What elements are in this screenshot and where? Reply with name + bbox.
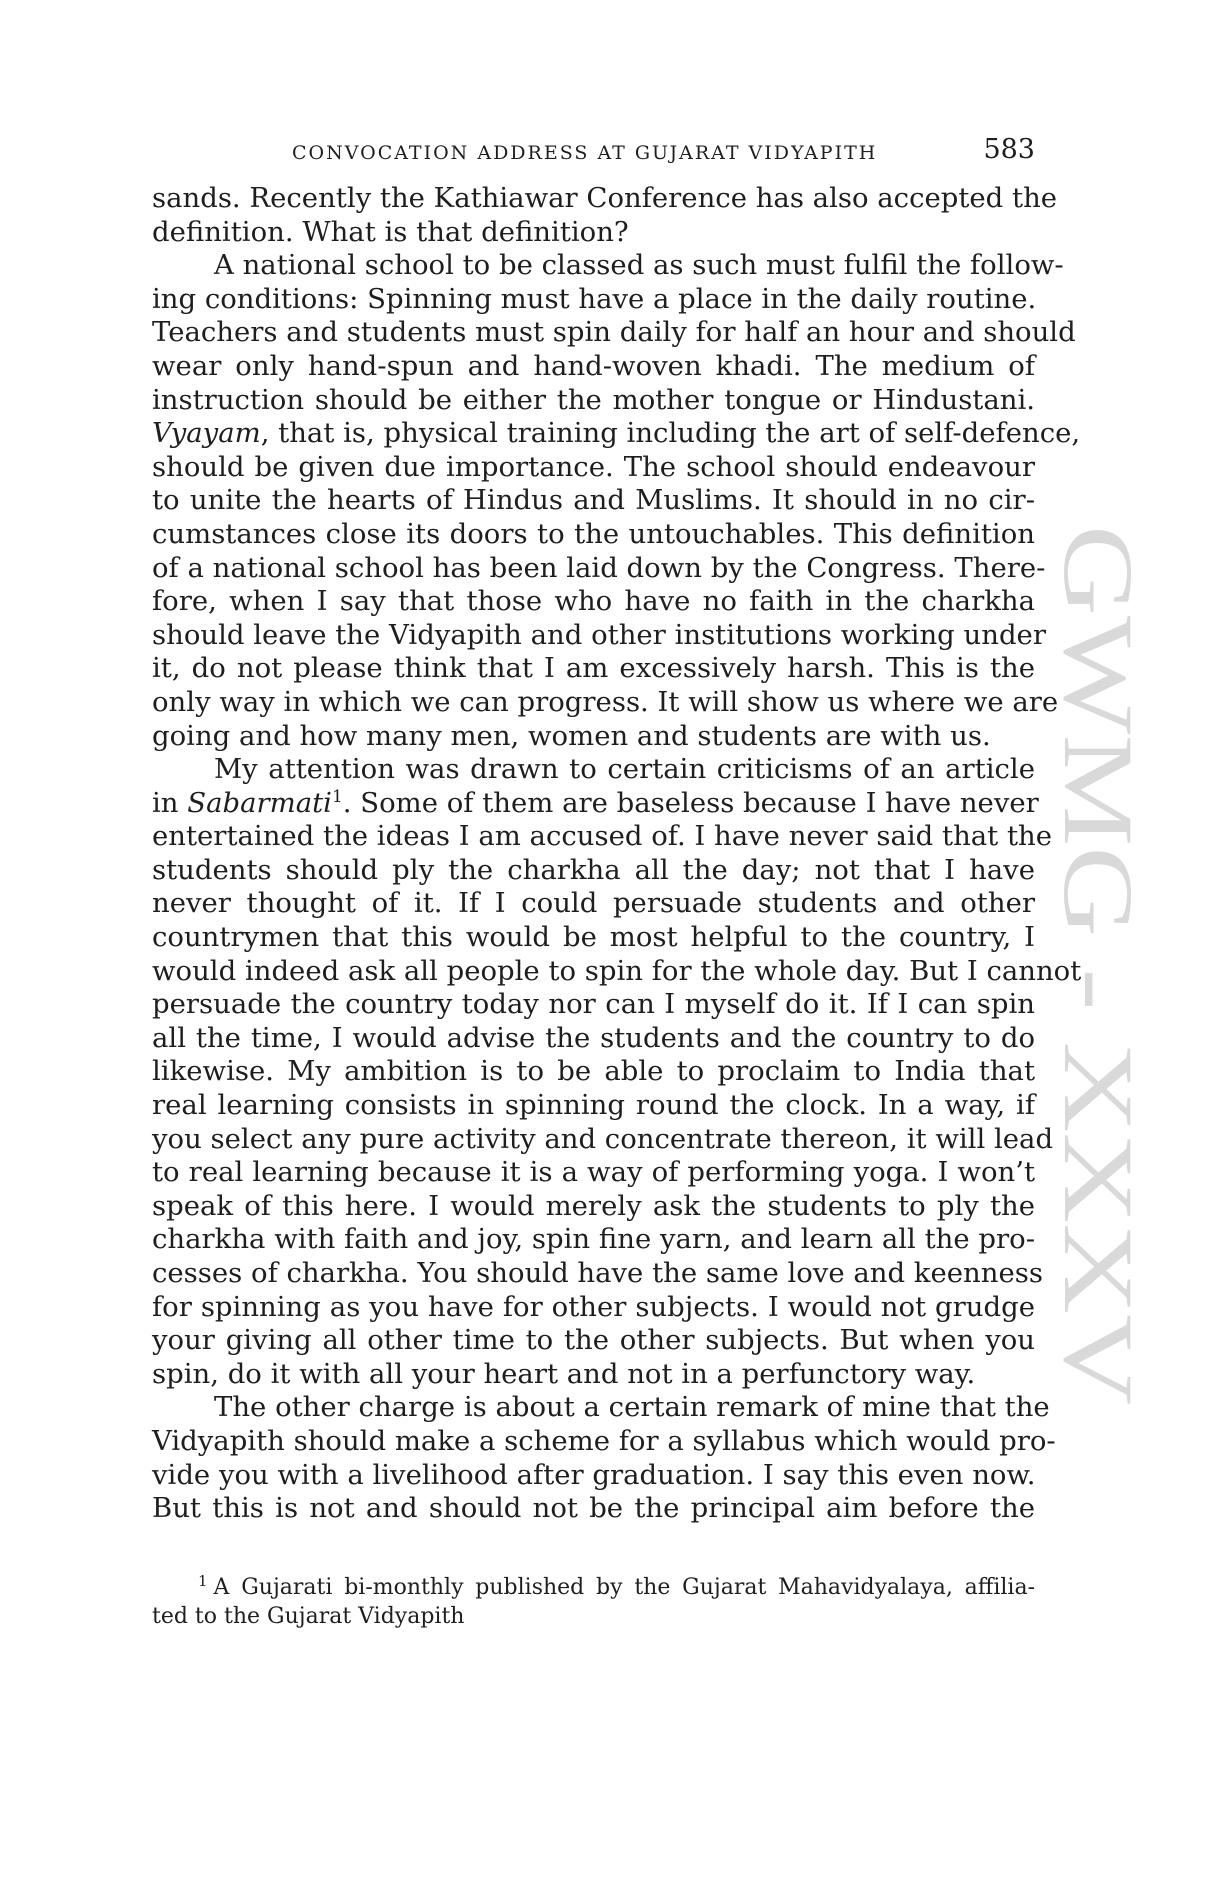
text-line: Vidyapith should make a scheme for a syllabus which would pro-	[152, 1424, 1056, 1457]
text-line: entertained the ideas I am accused of. I have never said that the	[152, 820, 1053, 853]
text-line: vide you with a livelihood after graduation. I say this even now.	[152, 1458, 1036, 1491]
text-line: Teachers and students must spin daily for half an hour and should	[152, 316, 1076, 349]
text-line: speak of this here. I would merely ask the students to ply the	[152, 1189, 1035, 1222]
text-line: it, do not please think that I am excessively harsh. This is the	[152, 652, 1035, 685]
text-line: real learning consists in spinning round the clock. In a way, if	[152, 1089, 1035, 1122]
paragraph	[152, 182, 1058, 249]
text-line	[152, 786, 1039, 821]
running-head	[152, 134, 1035, 168]
text-run: in	[152, 786, 188, 819]
text-line: should be given due importance. The school should endeavour	[152, 450, 1035, 483]
footnote-reference: 1	[331, 786, 343, 807]
text-line: spin, do it with all your heart and not in a perfunctory way.	[152, 1357, 976, 1390]
text-line: going and how many men, women and students are with us.	[152, 719, 991, 752]
text-line: instruction should be either the mother tongue or Hindustani.	[152, 383, 1035, 416]
body-text	[152, 182, 1082, 1526]
text-line: charkha with faith and joy, spin fine yarn, and learn all the pro-	[152, 1223, 1035, 1256]
footnote-text: ted to the Gujarat Vidyapith	[152, 1604, 465, 1629]
text-line: all the time, I would advise the students and the country to do	[152, 1021, 1035, 1054]
footnote-mark: 1	[198, 1571, 208, 1590]
text-line: for spinning as you have for other subjects. I would not grudge	[152, 1290, 1035, 1323]
text-line: would indeed ask all people to spin for the whole day. But I cannot	[152, 954, 1082, 987]
text-line: only way in which we can progress. It will show us where we are	[152, 685, 1059, 718]
page-number: 583	[983, 134, 1035, 165]
paragraph	[152, 249, 1081, 753]
text-line: My attention was drawn to certain criticisms of an article	[214, 753, 1035, 786]
text-line: you select any pure activity and concentrate thereon, it will lead	[152, 1122, 1054, 1155]
text-line: students should ply the charkha all the day; not that I have	[152, 853, 1035, 886]
text-line: never thought of it. If I could persuade students and other	[152, 887, 1035, 920]
text-line: cesses of charkha. You should have the same love and keenness	[152, 1257, 1043, 1289]
watermark-text: GWMG - XXXV	[1043, 525, 1154, 1225]
paragraph	[152, 753, 1082, 1391]
text-line: to real learning because it is a way of performing yoga. I won’t	[152, 1156, 1035, 1189]
text-line: The other charge is about a certain remark of mine that the	[214, 1391, 1050, 1424]
footnote-text: A Gujarati bi-monthly published by the Gujarat Mahavidyalaya, affilia-	[213, 1575, 1035, 1600]
text-line: your giving all other time to the other subjects. But when you	[152, 1324, 1035, 1357]
text-line: to unite the hearts of Hindus and Muslims. It should in no cir-	[152, 484, 1035, 517]
footnote-line	[152, 1602, 1035, 1631]
text-line: persuade the country today nor can I myself do it. If I can spin	[152, 988, 1035, 1021]
text-run: . Some of them are baseless because I have never	[342, 786, 1039, 819]
text-line: should leave the Vidyapith and other institutions working under	[152, 618, 1046, 651]
running-title: CONVOCATION ADDRESS AT GUJARAT VIDYAPITH	[292, 142, 878, 164]
text-line: countrymen that this would be most helpful to the country, I	[152, 921, 1035, 954]
text-line: wear only hand-spun and hand-woven khadi. The medium of	[152, 349, 1035, 382]
footnote	[152, 1573, 1035, 1631]
text-line	[152, 417, 1081, 451]
text-line: ing conditions: Spinning must have a place in the daily routine.	[152, 282, 1037, 315]
paragraph	[152, 1391, 1056, 1525]
text-line: fore, when I say that those who have no faith in the charkha	[152, 585, 1035, 618]
footnote-line	[152, 1573, 1035, 1602]
italic-term: Vyayam	[152, 417, 261, 450]
text-line: of a national school has been laid down by the Congress. There-	[152, 551, 1046, 584]
italic-term: Sabarmati	[187, 786, 332, 819]
text-line: A national school to be classed as such must fulfil the follow-	[214, 249, 1064, 282]
text-line: But this is not and should not be the principal aim before the	[152, 1492, 1035, 1525]
text-line: likewise. My ambition is to be able to proclaim to India that	[152, 1055, 1035, 1088]
text-line: cumstances close its doors to the untouchables. This definition	[152, 517, 1035, 550]
text-line: sands. Recently the Kathiawar Conference has also accepted the	[152, 182, 1058, 214]
footnotes	[152, 1573, 1035, 1631]
text-run: , that is, physical training including the art of self-defence,	[260, 417, 1081, 450]
text-line: definition. What is that definition?	[152, 215, 629, 248]
